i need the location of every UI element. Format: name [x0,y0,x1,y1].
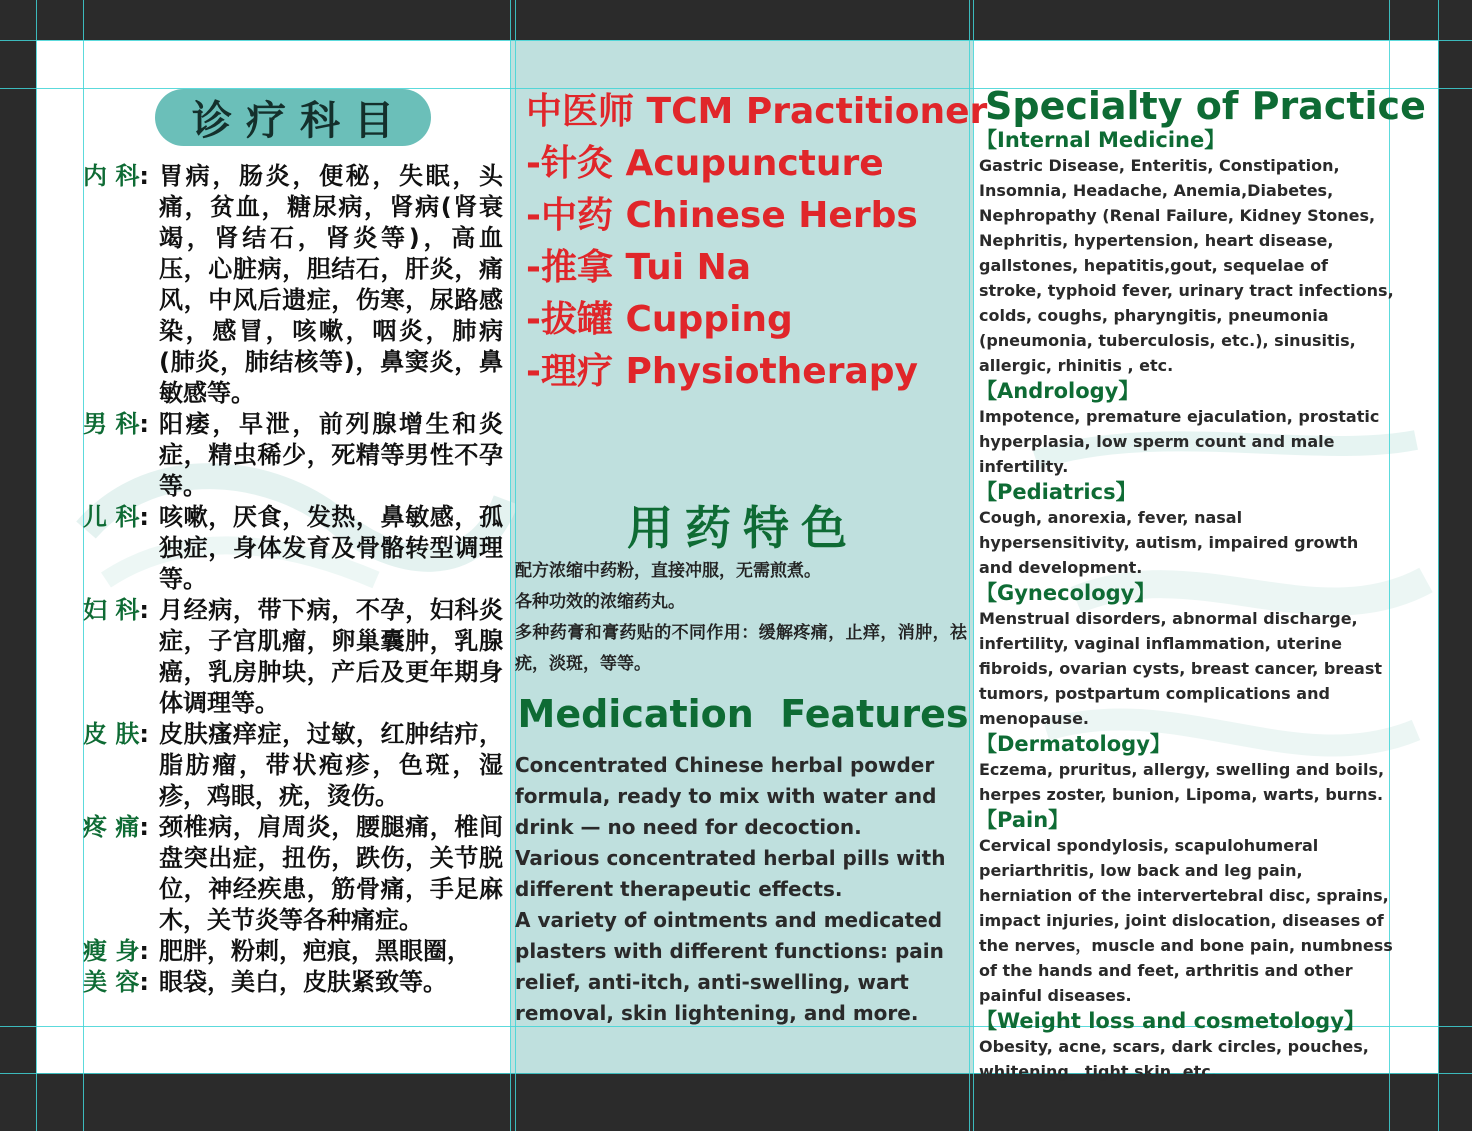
category-text: 胃病，肠炎，便秘，失眠，头痛，贫血，糖尿病，肾病(肾衰竭，肾结石，肾炎等)，高血压，心脏病，胆结石，肝炎，痛风，中风后遗症，伤寒，尿路感染，感冒，咳嗽，咽炎，肺病(肺炎，肺结核等)，鼻窦炎，鼻敏感等。 [159,162,503,407]
left-title: 诊疗科目 [192,97,408,144]
section-heading: 【Andrology】 [976,379,1140,403]
category-gynecology: 妇 科: 月经病，带下病，不孕，妇科炎症，子宫肌瘤，卵巢囊肿，乳腺癌，乳房肿块，产后及更年期身体调理等。 [83,596,503,717]
category-pain: 疼 痛: 颈椎病，肩周炎，腰腿痛，椎间盘突出症，扭伤，跌伤，关节脱位，神经疾患，筋骨痛，手足麻木，关节炎等各种痛症。 [83,813,503,934]
section-heading: 【Pain】 [976,808,1070,832]
feature-cn-item: 配方浓缩中药粉，直接冲服，无需煎煮。 [515,561,821,581]
category-beauty: 美 容: 眼袋，美白，皮肤紧致等。 [83,967,503,998]
category-label: 疼 痛 [83,813,140,841]
category-label: 皮 肤 [83,720,140,748]
section-body: Cervical spondylosis, scapulohumeral periarthritis, low back and leg pain, herniation of the intervertebral disc, sprains, impact injuries, joint dislocation, diseases of the nerves，muscle and bone pain, numbness of the hands and feet, arthritis and other painful diseases. [979,836,1393,1005]
guide-line [0,40,1472,41]
section-heading: 【Pediatrics】 [976,480,1137,504]
category-text: 月经病，带下病，不孕，妇科炎症，子宫肌瘤，卵巢囊肿，乳腺癌，乳房肿块，产后及更年期身体调理等。 [159,596,503,717]
section-heading: 【Dermatology】 [976,732,1171,756]
feature-cn-item: 各种功效的浓缩药丸。 [515,592,685,612]
category-text: 肥胖，粉刺，疤痕，黑眼圈， [159,937,471,965]
category-text: 颈椎病，肩周炎，腰腿痛，椎间盘突出症，扭伤，跌伤，关节脱位，神经疾患，筋骨痛，手足麻木，关节炎等各种痛症。 [159,813,503,934]
category-slimming: 瘦 身: 肥胖，粉刺，疤痕，黑眼圈， [83,936,503,967]
section-body: Impotence, premature ejaculation, prostatic hyperplasia, low sperm count and male infertility. [979,407,1380,476]
category-label: 瘦 身 [83,937,140,965]
category-text: 眼袋，美白，皮肤紧致等。 [159,968,447,996]
features-en-list [515,750,971,1029]
service-item: -中药 Chinese Herbs [526,195,918,236]
service-item: 中医师 TCM Practitioner [526,91,988,132]
category-text: 咳嗽，厌食，发热，鼻敏感，孤独症，身体发育及骨骼转型调理等。 [159,503,503,593]
feature-en-item: Concentrated Chinese herbal powder formula, ready to mix with water and drink — no need for decoction. [515,753,937,839]
service-item: -推拿 Tui Na [526,247,752,288]
category-pediatrics: 儿 科: 咳嗽，厌食，发热，鼻敏感，孤独症，身体发育及骨骼转型调理等。 [83,503,503,593]
category-label: 妇 科 [83,596,140,624]
category-label: 内 科 [83,162,140,190]
specialty-title: Specialty of Practice [985,84,1426,128]
services-list [526,86,987,398]
category-label: 美 容 [83,968,140,996]
category-text: 阳痿，早泄，前列腺增生和炎症，精虫稀少，死精等男性不孕等。 [159,410,503,500]
guide-line [1438,0,1439,1131]
section-body: Gastric Disease, Enteritis, Constipation, Insomnia, Headache, Anemia,Diabetes, Nephropathy (Renal Failure, Kidney Stones, Nephritis, hypertension, heart disease, gallstones, hepatitis,gout, sequelae of stroke, typhoid fever, urinary tract infections, colds, coughs, pharyngitis, pneumonia (pneumonia, tuberculosis, etc.), sinusitis, allergic, rhinitis , etc. [979,156,1394,375]
guide-line [510,0,511,1131]
category-label: 儿 科 [83,503,140,531]
category-internal: 内 科: 胃病，肠炎，便秘，失眠，头痛，贫血，糖尿病，肾病(肾衰竭，肾结石，肾炎等)，高血压，心脏病，胆结石，肝炎，痛风，中风后遗症，伤寒，尿路感染，感冒，咳嗽，咽炎，肺病(肺炎，肺结核等)，鼻窦炎，鼻敏感等。 [83,162,503,407]
section-body: Cough, anorexia, fever, nasal hypersensitivity, autism, impaired growth and development. [979,508,1359,577]
service-item: -针灸 Acupuncture [526,143,884,184]
section-title-pill [155,89,431,146]
feature-en-item: Various concentrated herbal pills with different therapeutic effects. [515,846,946,901]
features-title-cn: 用药特色 [627,501,859,555]
section-body: Eczema, pruritus, allergy, swelling and boils, herpes zoster, bunion, Lipoma, warts, burns. [979,760,1385,804]
feature-en-item: A variety of ointments and medicated plasters with different functions: pain relief, anti-itch, anti-swelling, wart removal, skin lightening, and more. [515,908,944,1025]
section-heading: 【Weight loss and cosmetology】 [976,1009,1365,1033]
category-label: 男 科 [83,410,140,438]
category-andrology: 男 科: 阳痿，早泄，前列腺增生和炎症，精虫稀少，死精等男性不孕等。 [83,410,503,500]
guide-line [36,0,37,1131]
section-heading: 【Gynecology】 [976,581,1156,605]
category-dermatology: 皮 肤: 皮肤瘙痒症，过敏，红肿结疖，脂肪瘤，带状疱疹，色斑，湿疹，鸡眼，疣，烫伤。 [83,720,503,810]
feature-cn-item: 多种药膏和膏药贴的不同作用：缓解疼痛，止痒，消肿，祛疣，淡斑，等等。 [515,623,967,674]
service-item: -理疗 Physiotherapy [526,351,918,392]
service-item: -拔罐 Cupping [526,299,793,340]
section-body: Obesity, acne, scars, dark circles, pouches, whitening，tight skin, etc. [979,1037,1369,1081]
features-title-en: Medication Features [517,692,969,736]
features-cn-list [515,556,967,680]
section-heading: 【Internal Medicine】 [976,128,1226,152]
section-body: Menstrual disorders, abnormal discharge, infertility, vaginal inflammation, uterine fibroids, ovarian cysts, breast cancer, breast tumors, postpartum complications and menopause. [979,609,1383,728]
category-text: 皮肤瘙痒症，过敏，红肿结疖，脂肪瘤，带状疱疹，色斑，湿疹，鸡眼，疣，烫伤。 [159,720,503,810]
treatment-category-list [83,161,503,998]
specialty-list [976,127,1396,1084]
